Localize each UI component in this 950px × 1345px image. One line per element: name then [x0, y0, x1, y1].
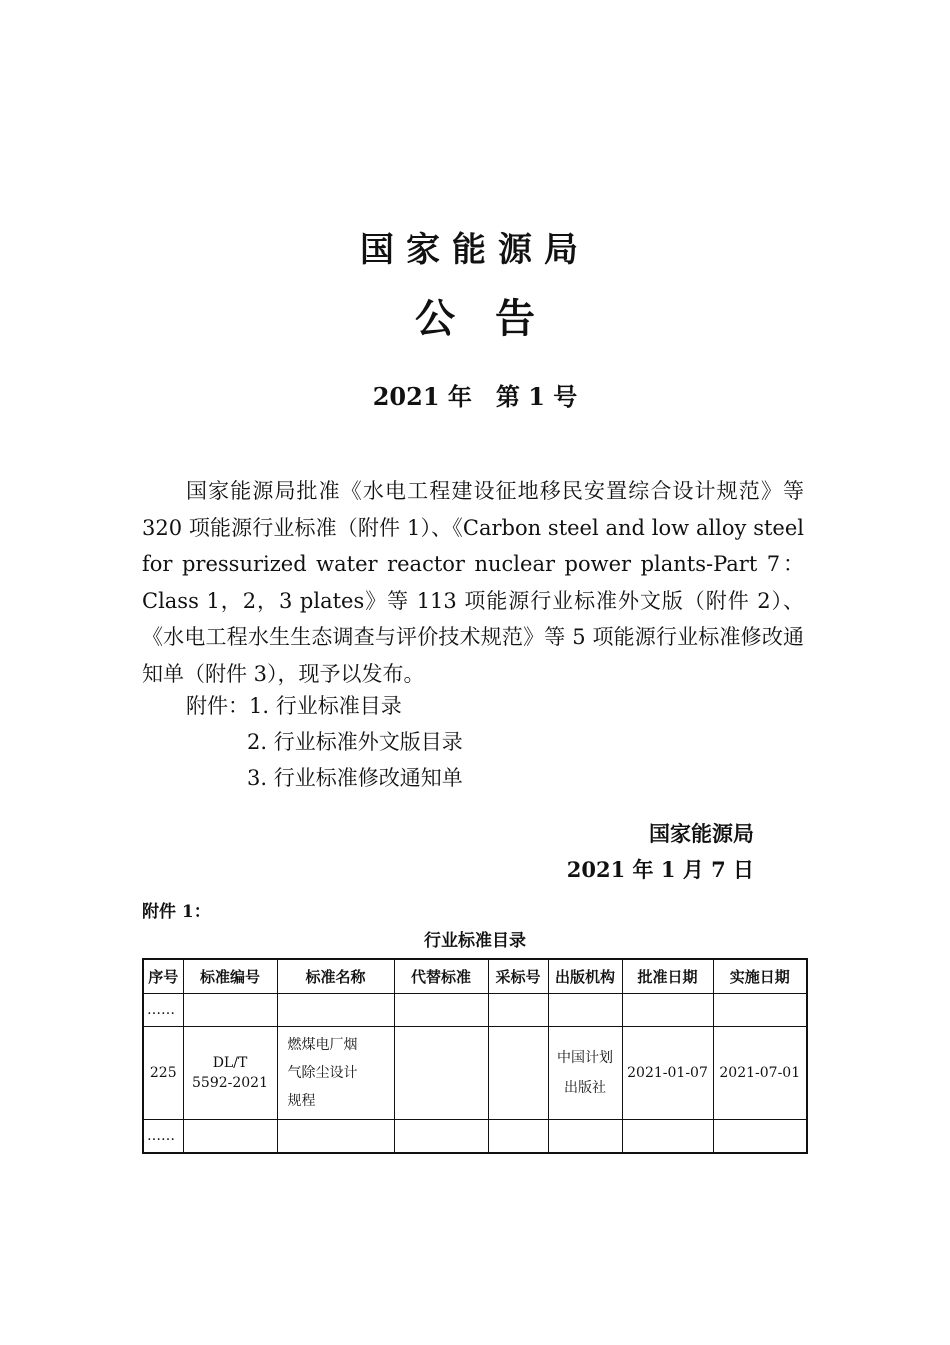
- table-row: [143, 1027, 807, 1120]
- column-header-name: 标准名称: [277, 959, 394, 994]
- document-type-title: 公告: [415, 295, 575, 342]
- column-header-approved: 批准日期: [622, 959, 713, 994]
- cell-publisher-line1: 中国计划: [557, 1050, 613, 1066]
- attachments-label: 附件：: [186, 694, 249, 718]
- table-row-ellipsis-bottom: [143, 1120, 807, 1154]
- ellipsis-cell: ……: [143, 1120, 183, 1154]
- column-header-adopted: 采标号: [488, 959, 548, 994]
- cell-effective: 2021-07-01: [713, 1027, 807, 1120]
- cell-seq: 225: [143, 1027, 183, 1120]
- issue-number: 2021 年 第 1 号: [372, 382, 578, 411]
- cell-replaces: [394, 1027, 488, 1120]
- column-header-effective: 实施日期: [713, 959, 807, 994]
- column-header-seq: 序号: [143, 959, 183, 994]
- signature-date: 2021 年 1 月 7 日: [566, 857, 754, 882]
- cell-publisher-line2: 出版社: [564, 1080, 606, 1096]
- cell-name-line1: 燃煤电厂烟: [287, 1037, 358, 1053]
- appendix-label: 附件 1：: [142, 902, 211, 922]
- announcement-paragraph: 国家能源局批准《水电工程建设征地移民安置综合设计规范》等 320 项能源行业标准（附件 1）、《Carbon steel and low alloy steel for pressurized water reactor nuclear power plants-Part 7：Class 1，2，3 plates》等 113 项能源行业标准外文版（附件 2）、《水电工程水生生态调查与评价技术规范》等 5 项能源行业标准修改通知单（附件 3），现予以发布。: [142, 479, 804, 686]
- cell-name: [277, 1027, 394, 1120]
- standards-catalog-table: [142, 958, 808, 1154]
- attachment-item-1: 1. 行业标准目录: [249, 694, 402, 718]
- column-header-publisher: 出版机构: [548, 959, 622, 994]
- table-header-row: [143, 959, 807, 994]
- cell-adopted: [488, 1027, 548, 1120]
- attachment-line-1: [186, 688, 402, 724]
- cell-code-line2: 5592-2021: [192, 1075, 268, 1091]
- cell-name-line2: 气除尘设计: [287, 1065, 358, 1081]
- cell-code-line1: DL/T: [212, 1055, 248, 1071]
- cell-name-line3: 规程: [287, 1093, 316, 1109]
- table-caption: 行业标准目录: [424, 931, 526, 951]
- cell-code: [183, 1027, 277, 1120]
- issuer-title: 国家能源局: [360, 230, 590, 270]
- column-header-replaces: 代替标准: [394, 959, 488, 994]
- ellipsis-cell: ……: [143, 994, 183, 1027]
- cell-approved: 2021-01-07: [622, 1027, 713, 1120]
- attachment-item-3: 3. 行业标准修改通知单: [247, 766, 463, 790]
- attachment-item-2: 2. 行业标准外文版目录: [247, 730, 463, 754]
- table-row-ellipsis-top: [143, 994, 807, 1027]
- column-header-code: 标准编号: [183, 959, 277, 994]
- cell-publisher: [548, 1027, 622, 1120]
- signature-organization: 国家能源局: [649, 821, 754, 846]
